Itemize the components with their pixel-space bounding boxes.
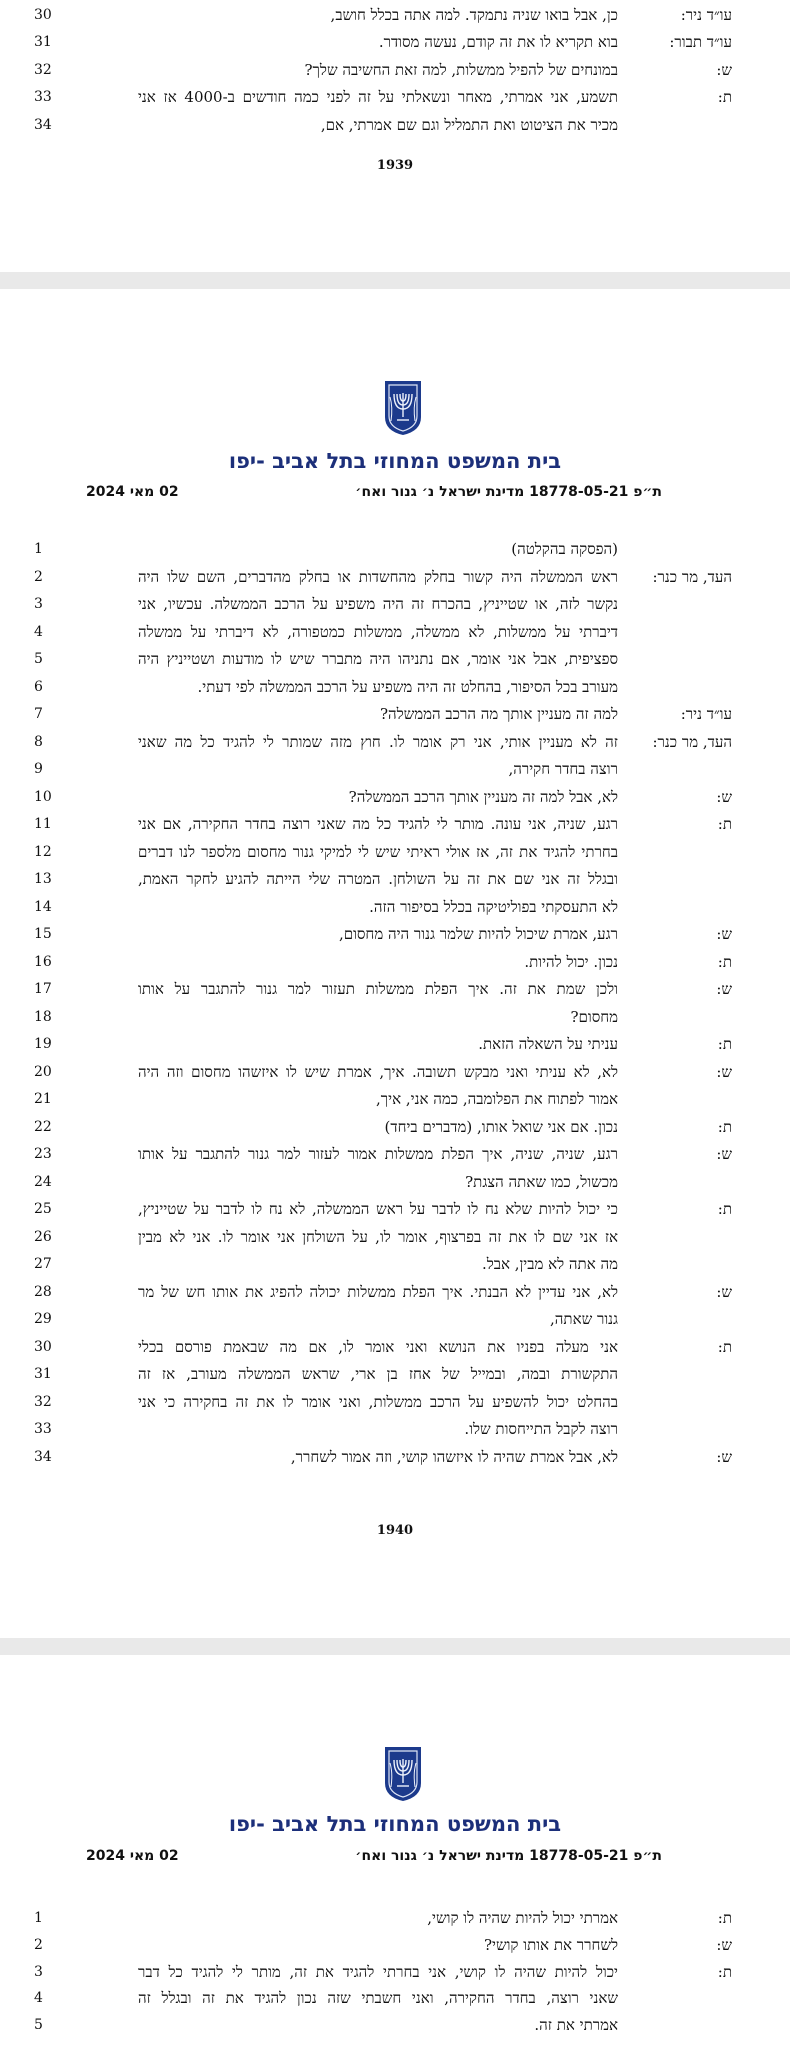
speaker-label: ת: — [717, 1962, 732, 1981]
speaker-label: ת: — [717, 88, 732, 107]
transcript-line — [0, 949, 790, 975]
line-number: 5 — [34, 651, 43, 667]
testimony-text: יכול להיות שהיה לו קושי, אני בחרתי להגיד את זה, מותר לי להגיד כל דבר — [138, 1962, 618, 1981]
transcript-line — [0, 564, 790, 590]
testimony-text: רגע, אמרת שיכול להיות שלמר גנור היה מחסום, — [338, 925, 618, 943]
transcript-line — [0, 1141, 790, 1167]
testimony-text: אני מעלה בפניו את הנושא ואני אומר לו, אם מה שבאמת פורסם בכלי — [138, 1337, 618, 1356]
case-number: ת״פ 18778-05-21 מדינת ישראל נ׳ גנור ואח׳ — [355, 1848, 662, 1864]
testimony-text: ראש הממשלה היה קשור בחלק מהחשדות או בחלק מהדברים, השם שלו היה — [138, 567, 618, 586]
line-number: 26 — [34, 1228, 52, 1245]
line-number: 6 — [34, 678, 43, 695]
testimony-text: זה לא מעניין אותי, אני רק אומר לו. חוץ מזה שמותר לי להגיד כל מה שאני — [138, 732, 618, 751]
testimony-text: נכון. יכול להיות. — [524, 952, 618, 971]
line-number: 9 — [34, 761, 43, 777]
testimony-text: התקשורת ובמה, ובמייל של אחז בן ארי, שראש הממשלה מעורב, אז זה — [138, 1365, 618, 1383]
speaker-label: ת: — [717, 815, 732, 833]
transcript-line — [0, 1224, 790, 1250]
state-emblem-icon — [382, 377, 424, 437]
transcript-line — [0, 619, 790, 645]
testimony-text: לא, אבל למה זה מעניין אותך הרכב הממשלה? — [348, 787, 618, 806]
transcript-line — [0, 112, 790, 138]
testimony-text: במונחים של להפיל ממשלות, למה זאת החשיבה שלך? — [304, 60, 618, 79]
transcript-line — [0, 2, 790, 28]
testimony-text: גנור שאתה, — [550, 1310, 618, 1328]
testimony-text: אמור לפתוח את הפלומבה, כמה אני, איך, — [376, 1090, 618, 1108]
line-number: 33 — [34, 89, 52, 106]
testimony-text: מחסום? — [570, 1007, 618, 1026]
testimony-text: ולכן שמת את זה. איך הפלת ממשלות תעזור למר גנור להתגבר על אותו — [138, 980, 618, 998]
testimony-text: למה זה מעניין אותך מה הרכב הממשלה? — [379, 705, 618, 723]
line-number: 5 — [34, 2017, 43, 2034]
line-number: 29 — [34, 1311, 52, 1327]
line-number: 23 — [34, 1146, 52, 1162]
testimony-text: כן, אבל בואו שניה נתמקד. למה אתה בכלל חושב, — [330, 6, 618, 24]
speaker-label: העד, מר כנר: — [652, 732, 732, 751]
speaker-label: ש: — [716, 1282, 732, 1301]
testimony-text: ספציפית, אבל אני אומר, אם נתניהו היה מתברר שיש לו מודעות ושטייניץ היה — [138, 650, 618, 668]
line-number: 2 — [34, 568, 43, 585]
testimony-text: רגע, שניה, שניה, איך הפלת ממשלות אמור לעזור למר גנור להתגבר על אותו — [138, 1145, 618, 1163]
speaker-label: ש: — [716, 1447, 732, 1466]
testimony-text: (הפסקה בהקלטה) — [511, 540, 618, 558]
transcript-line — [0, 1306, 790, 1332]
line-number: 28 — [34, 1283, 52, 1300]
state-emblem-icon — [382, 1743, 424, 1803]
speaker-label: ש: — [716, 787, 732, 806]
speaker-label: ש: — [716, 1935, 732, 1954]
speaker-label: ש: — [716, 1062, 732, 1081]
testimony-text: אז אני שם לו את זה בפרצוף, אומר לו, על השולחן אני אומר לו. אני לא מבין — [138, 1227, 618, 1246]
line-number: 13 — [34, 871, 52, 887]
line-number: 17 — [34, 981, 52, 997]
transcript-line — [0, 1389, 790, 1415]
testimony-text: מה אתה לא מבין, אבל. — [481, 1255, 618, 1273]
transcript-line — [0, 1959, 790, 1985]
testimony-text: שאני רוצה, בחדר החקירה, ואני חשבתי שזה נכון להגיד את זה ובגלל זה — [138, 1989, 618, 2008]
speaker-label: ת: — [717, 1200, 732, 1218]
page-number: 1940 — [376, 1523, 414, 1538]
line-number: 2 — [34, 1936, 43, 1953]
transcript-line — [0, 784, 790, 810]
case-date: 02 מאי 2024 — [86, 484, 179, 500]
testimony-text: ובגלל זה אני שם את זה על השולחן. המטרה שלי הייתה להגיע לחקר האמת, — [138, 870, 618, 888]
speaker-label: ש: — [716, 1145, 732, 1163]
case-date: 02 מאי 2024 — [86, 1848, 179, 1864]
case-number: ת״פ 18778-05-21 מדינת ישראל נ׳ גנור ואח׳ — [355, 484, 662, 500]
transcript-line — [0, 1196, 790, 1222]
transcript-line — [0, 921, 790, 947]
testimony-text: דיברתי על ממשלות, לא ממשלה, ממשלות כמטפורה, לא דיברתי על ממשלה — [138, 622, 618, 641]
transcript-line — [0, 646, 790, 672]
line-number: 32 — [34, 1393, 52, 1410]
line-number: 33 — [34, 1421, 52, 1437]
transcript-line — [0, 756, 790, 782]
line-number: 34 — [34, 116, 52, 133]
testimony-text: עניתי על השאלה הזאת. — [478, 1035, 618, 1053]
transcript-line — [0, 894, 790, 920]
line-number: 18 — [34, 1008, 52, 1025]
line-number: 11 — [34, 816, 52, 832]
testimony-text: כי יכול להיות שלא נח לו לדבר על ראש הממשלה, לא נח לו לדבר על שטייניץ, — [138, 1200, 618, 1218]
transcript-line — [0, 1932, 790, 1958]
line-number: 3 — [34, 596, 43, 612]
line-number: 27 — [34, 1256, 52, 1272]
transcript-line — [0, 811, 790, 837]
transcript-line — [0, 1059, 790, 1085]
line-number: 3 — [34, 1963, 43, 1980]
testimony-text: תשמע, אני אמרתי, מאחר ונשאלתי על זה לפני כמה חודשים ב-4000 אז אני — [138, 88, 618, 107]
line-number: 10 — [34, 788, 52, 805]
transcript-line — [0, 1004, 790, 1030]
testimony-text: נקשר לזה, או שטייניץ, בהכרח זה היה משפיע על הרכב הממשלה. עכשיו, אני — [138, 595, 618, 613]
court-title: בית המשפט המחוזי בתל אביב -יפו — [228, 449, 562, 473]
transcript-line — [0, 1985, 790, 2011]
line-number: 21 — [34, 1091, 52, 1107]
testimony-text: רגע, שניה, אני עונה. מותר לי להגיד כל מה שאני רוצה בחדר החקירה, אם אני — [138, 815, 618, 833]
testimony-text: לא, אני עדיין לא הבנתי. איך הפלת ממשלות יכולה להפיג את אותו חש של מר — [138, 1282, 618, 1301]
line-number: 8 — [34, 733, 43, 750]
transcript-line — [0, 84, 790, 110]
speaker-label: ת: — [717, 1035, 732, 1053]
testimony-text: בהחלט יכול להשפיע על הרכב ממשלות, ואני אומר לו את זה בחקירה כי אני — [138, 1392, 618, 1411]
testimony-text: אמרתי את זה. — [534, 2016, 618, 2035]
line-number: 30 — [34, 7, 52, 23]
transcript-line — [0, 866, 790, 892]
transcript-line — [0, 1086, 790, 1112]
testimony-text: מעורב בכל הסיפור, בהחלט זה היה משפיע על הרכב הממשלה לפי דעתי. — [197, 677, 618, 696]
transcript-line — [0, 729, 790, 755]
speaker-label: ת: — [717, 1909, 732, 1927]
transcript-line — [0, 2012, 790, 2038]
transcript-line — [0, 1114, 790, 1140]
speaker-label: ת: — [717, 952, 732, 971]
transcript-line — [0, 701, 790, 727]
testimony-text: רוצה בחדר חקירה, — [508, 760, 618, 778]
transcript-line — [0, 591, 790, 617]
transcript-line — [0, 674, 790, 700]
line-number: 31 — [34, 1366, 52, 1382]
transcript-page-next — [0, 1655, 790, 2048]
testimony-text: בוא תקריא לו את זה קודם, נעשה מסודר. — [378, 33, 618, 52]
line-number: 14 — [34, 898, 52, 915]
line-number: 19 — [34, 1036, 52, 1052]
testimony-text: מכשול, כמו שאתה הצגת? — [465, 1172, 618, 1191]
transcript-line — [0, 976, 790, 1002]
speaker-label: ש: — [716, 60, 732, 79]
line-number: 24 — [34, 1173, 52, 1190]
line-number: 34 — [34, 1448, 52, 1465]
line-number: 20 — [34, 1063, 52, 1080]
court-title: בית המשפט המחוזי בתל אביב -יפו — [228, 1812, 562, 1836]
line-number: 22 — [34, 1118, 52, 1135]
testimony-text: נכון. אם אני שואל אותו, (מדברים ביחד) — [384, 1117, 618, 1136]
testimony-text: לשחרר את אותו קושי? — [484, 1935, 618, 1954]
line-number: 30 — [34, 1338, 52, 1355]
transcript-line — [0, 1169, 790, 1195]
transcript-line — [0, 1416, 790, 1442]
speaker-label: עו״ד תבור: — [669, 33, 732, 52]
testimony-text: לא התעסקתי בפוליטיקה בכלל בסיפור הזה. — [369, 897, 618, 916]
transcript-line — [0, 1444, 790, 1470]
testimony-text: לא, אבל אמרת שהיה לו איזשהו קושי, וזה אמור לשחרר, — [290, 1447, 618, 1466]
speaker-label: העד, מר כנר: — [652, 567, 732, 586]
speaker-label: ש: — [716, 925, 732, 943]
line-number: 7 — [34, 706, 43, 722]
transcript-line — [0, 1905, 790, 1931]
line-number: 32 — [34, 61, 52, 78]
transcript-line — [0, 1031, 790, 1057]
transcript-line — [0, 1279, 790, 1305]
speaker-label: ת: — [717, 1337, 732, 1356]
line-number: 31 — [34, 34, 52, 51]
page-number: 1939 — [376, 158, 414, 173]
transcript-line — [0, 1361, 790, 1387]
transcript-line — [0, 536, 790, 562]
line-number: 25 — [34, 1201, 52, 1217]
transcript-line — [0, 29, 790, 55]
line-number: 1 — [34, 1910, 43, 1926]
transcript-line — [0, 57, 790, 83]
line-number: 1 — [34, 541, 43, 557]
speaker-label: עו״ד ניר: — [680, 705, 732, 723]
transcript-page-1940 — [0, 289, 790, 1638]
speaker-label: עו״ד ניר: — [680, 6, 732, 24]
testimony-text: אמרתי יכול להיות שהיה לו קושי, — [427, 1909, 618, 1927]
line-number: 15 — [34, 926, 52, 942]
transcript-line — [0, 839, 790, 865]
testimony-text: לא, לא עניתי ואני מבקש תשובה. איך, אמרת שיש לו איזשהו מחסום וזה היה — [138, 1062, 618, 1081]
speaker-label: ת: — [717, 1117, 732, 1136]
testimony-text: רוצה לקבל התייחסות שלו. — [464, 1420, 618, 1438]
transcript-page-1939 — [0, 0, 790, 272]
line-number: 12 — [34, 843, 52, 860]
transcript-line — [0, 1251, 790, 1277]
transcript-line — [0, 1334, 790, 1360]
line-number: 4 — [34, 1990, 43, 2007]
testimony-text: בחרתי להגיד את זה, אז אולי ראיתי שיש לי למיקי גנור מחסום מלספר לנו דברים — [138, 842, 618, 861]
speaker-label: ש: — [716, 980, 732, 998]
testimony-text: מכיר את הציטוט ואת התמליל וגם שם אמרתי, אם, — [320, 115, 618, 134]
line-number: 16 — [34, 953, 52, 970]
line-number: 4 — [34, 623, 43, 640]
